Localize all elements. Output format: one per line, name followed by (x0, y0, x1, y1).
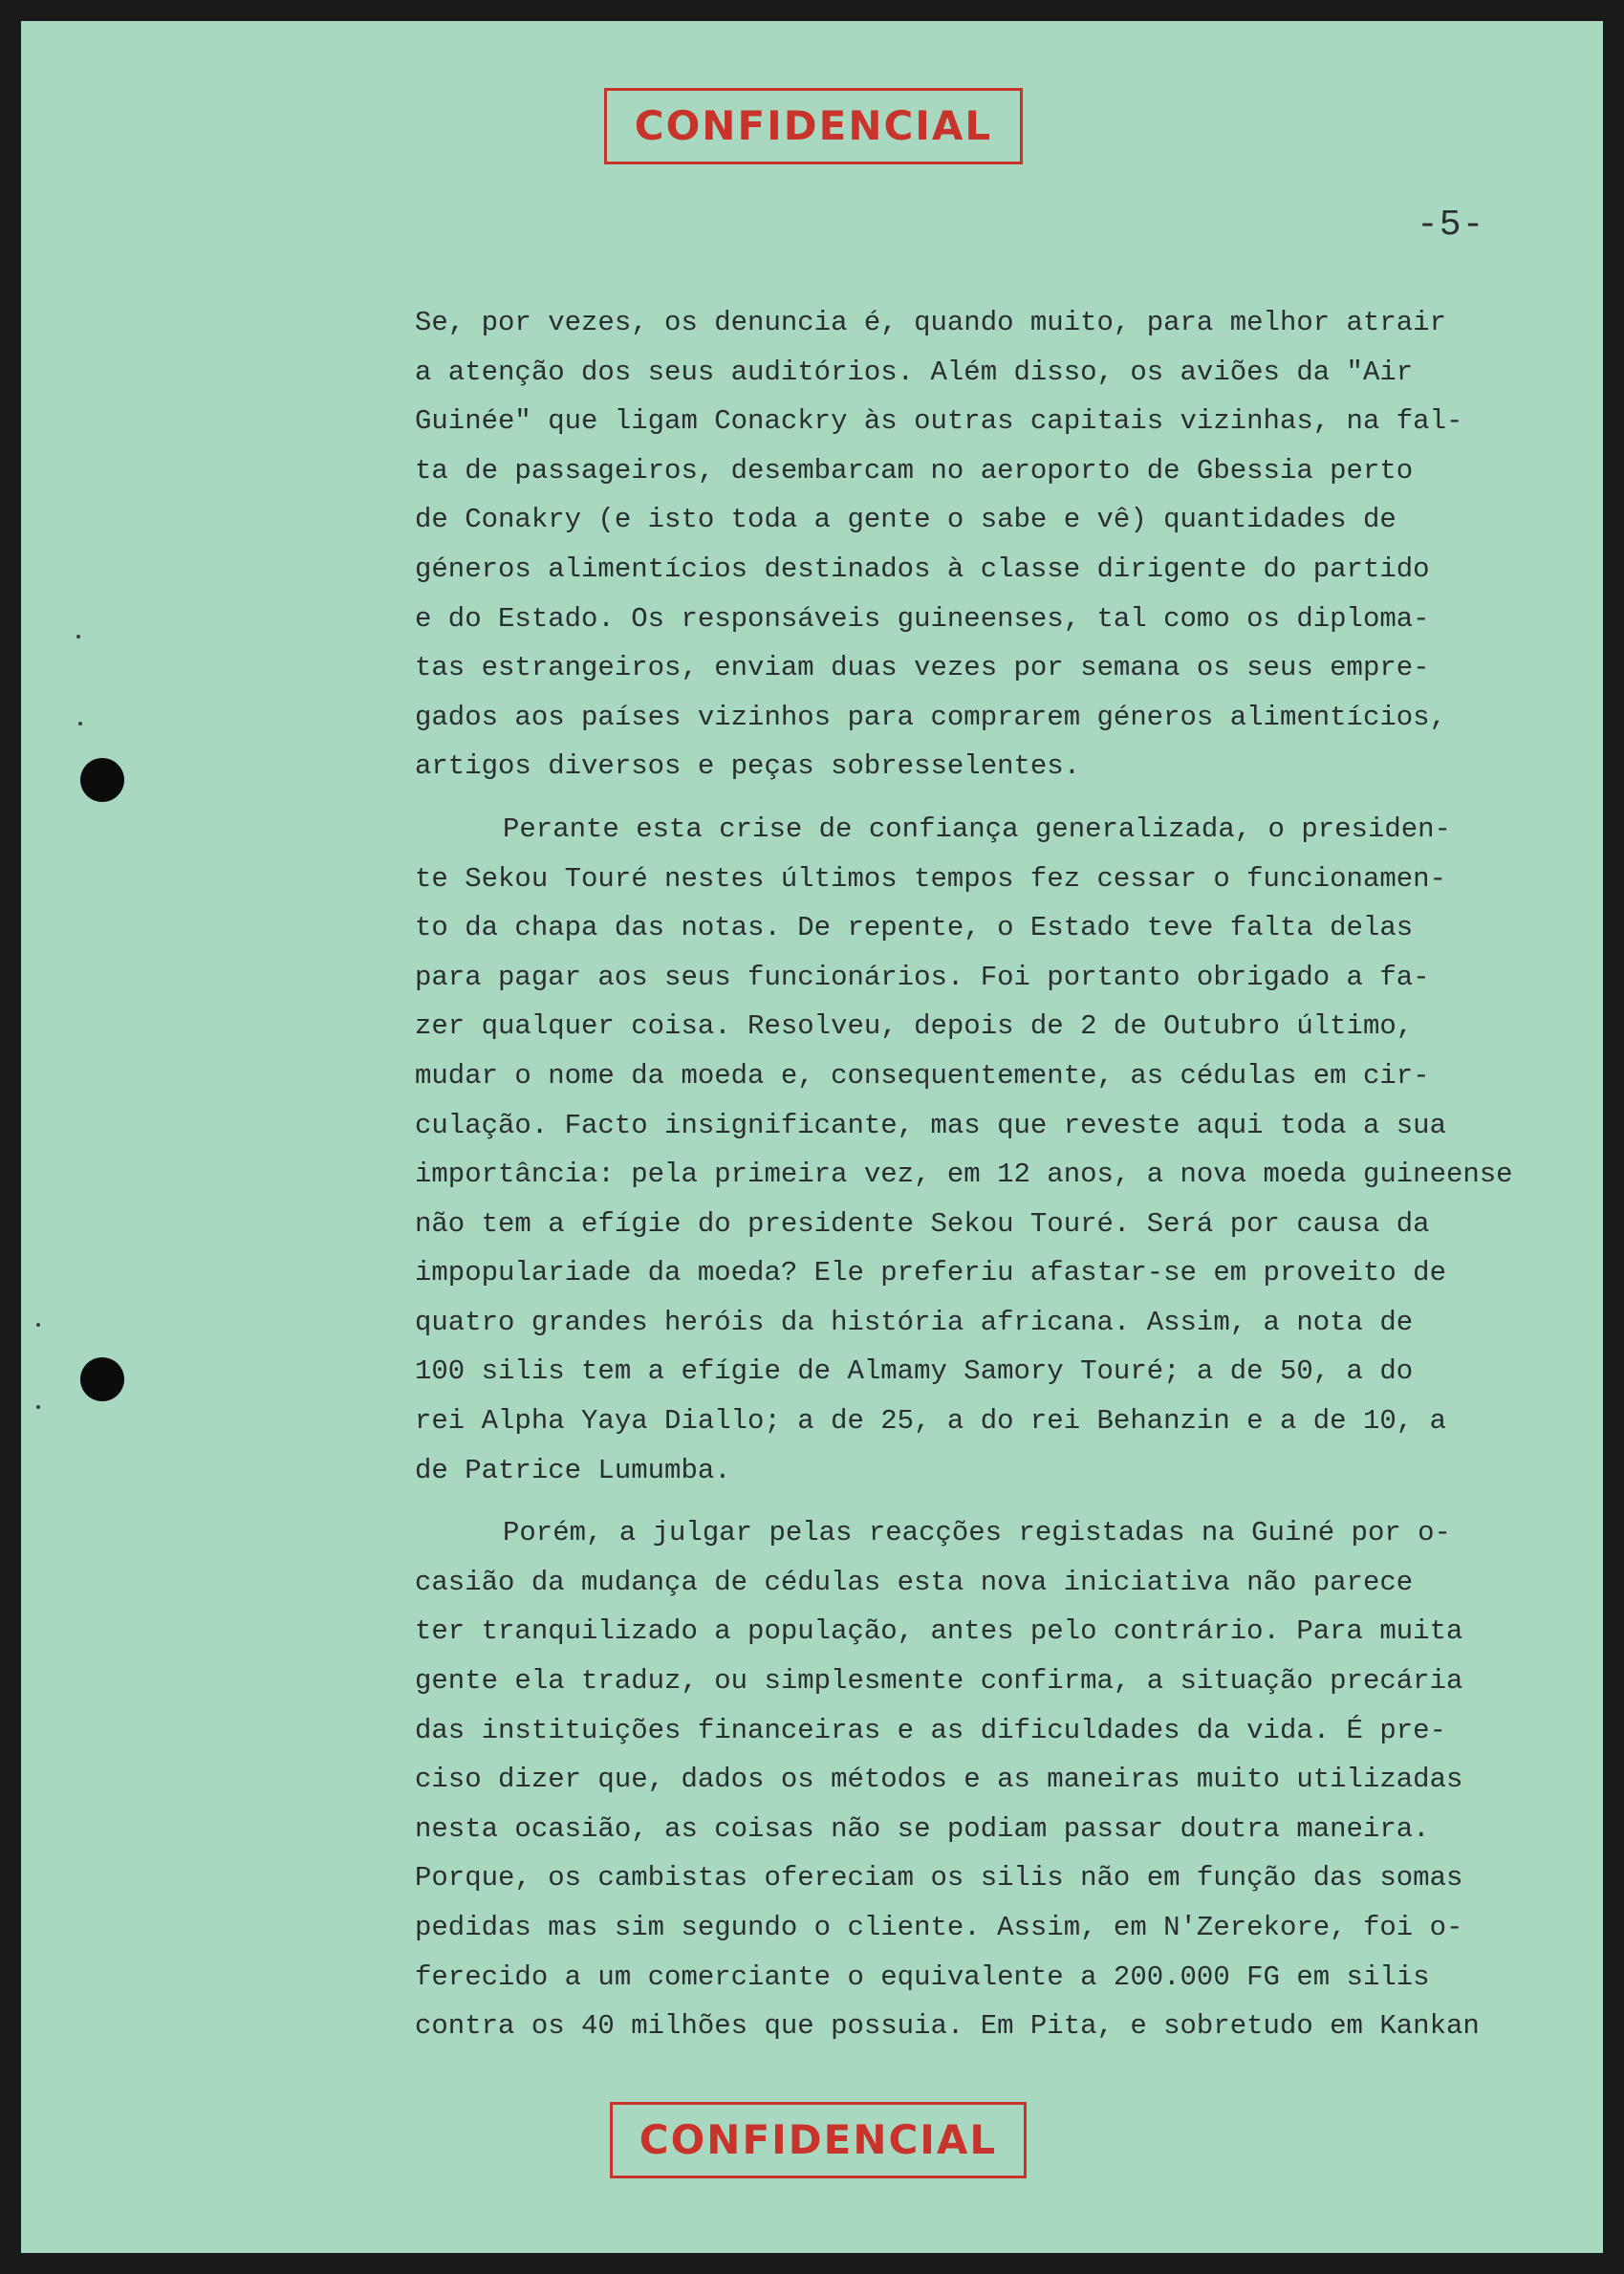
text-line: não tem a efígie do presidente Sekou Touré. Será por causa da (415, 1207, 1430, 1240)
punch-hole-bottom (80, 1357, 124, 1401)
document-page (21, 21, 1603, 2253)
text-line: to da chapa das notas. De repente, o Estado teve falta delas (415, 912, 1414, 944)
text-line: e do Estado. Os responsáveis guineenses, tal como os diploma- (415, 602, 1430, 635)
text-line: Porque, os cambistas ofereciam os silis não em função das somas (415, 1862, 1463, 1895)
text-line: zer qualquer coisa. Resolveu, depois de 2 de Outubro último, (415, 1010, 1414, 1043)
text-line: nesta ocasião, as coisas não se podiam passar doutra maneira. (415, 1812, 1430, 1845)
text-line: ferecido a um comerciante o equivalente a 200.000 FG em silis (415, 1960, 1430, 1993)
margin-mark (36, 1405, 40, 1409)
text-line: das instituições financeiras e as dificuldades da vida. É pre- (415, 1714, 1446, 1746)
text-line: a atenção dos seus auditórios. Além disso, os aviões da "Air (415, 356, 1414, 388)
punch-hole-top (80, 758, 124, 802)
text-line: impopulariade da moeda? Ele preferiu afastar-se em proveito de (415, 1257, 1446, 1289)
paragraph (415, 1508, 1581, 2051)
text-line: te Sekou Touré nestes últimos tempos fez cessar o funcionamen- (415, 862, 1446, 895)
text-line: importância: pela primeira vez, em 12 anos, a nova moeda guineense (415, 1159, 1513, 1191)
text-line: Porém, a julgar pelas reacções registadas na Guiné por o- (503, 1517, 1451, 1549)
text-line: gente ela traduz, ou simplesmente confirma, a situação precária (415, 1665, 1463, 1698)
text-line: mudar o nome da moeda e, consequentemente, as cédulas em cir- (415, 1059, 1430, 1092)
text-line: 100 silis tem a efígie de Almamy Samory Touré; a de 50, a do (415, 1355, 1414, 1388)
text-line: contra os 40 milhões que possuia. Em Pita, e sobretudo em Kankan (415, 2010, 1480, 2043)
body-text (415, 298, 1581, 2051)
text-line: quatro grandes heróis da história africana. Assim, a nota de (415, 1306, 1414, 1338)
text-line: Guinée" que ligam Conackry às outras capitais vizinhas, na fal- (415, 405, 1463, 438)
paragraph (415, 298, 1581, 791)
page-number: -5- (1417, 205, 1485, 246)
text-line: rei Alpha Yaya Diallo; a de 25, a do rei Behanzin e a de 10, a (415, 1405, 1446, 1438)
text-line: géneros alimentícios destinados à classe dirigente do partido (415, 552, 1430, 585)
text-line: ta de passageiros, desembarcam no aeroporto de Gbessia perto (415, 454, 1414, 487)
paragraph-gap (415, 1495, 1581, 1508)
text-line: ciso dizer que, dados os métodos e as maneiras muito utilizadas (415, 1764, 1463, 1796)
text-line: Se, por vezes, os denuncia é, quando muito, para melhor atrair (415, 307, 1446, 338)
confidential-stamp-bottom: CONFIDENCIAL (610, 2102, 1027, 2178)
paragraph-gap (415, 791, 1581, 805)
paragraph (415, 805, 1581, 1495)
text-line: casião da mudança de cédulas esta nova iniciativa não parece (415, 1566, 1414, 1598)
text-line: gados aos países vizinhos para comprarem géneros alimentícios, (415, 701, 1446, 733)
text-line: Perante esta crise de confiança generalizada, o presiden- (503, 812, 1451, 845)
text-line: para pagar aos seus funcionários. Foi portanto obrigado a fa- (415, 961, 1430, 993)
text-line: tas estrangeiros, enviam duas vezes por semana os seus empre- (415, 652, 1430, 684)
text-line: artigos diversos e peças sobresselentes. (415, 750, 1081, 783)
text-line: de Patrice Lumumba. (415, 1454, 731, 1486)
text-line: ter tranquilizado a população, antes pelo contrário. Para muita (415, 1615, 1463, 1648)
text-line: culação. Facto insignificante, mas que reveste aqui toda a sua (415, 1109, 1446, 1141)
text-line: pedidas mas sim segundo o cliente. Assim, em N'Zerekore, foi o- (415, 1912, 1463, 1943)
margin-mark (36, 1323, 40, 1327)
confidential-stamp-top: CONFIDENCIAL (604, 88, 1023, 164)
margin-mark (76, 635, 80, 639)
margin-mark (78, 722, 82, 726)
text-line: de Conakry (e isto toda a gente o sabe e vê) quantidades de (415, 504, 1397, 536)
